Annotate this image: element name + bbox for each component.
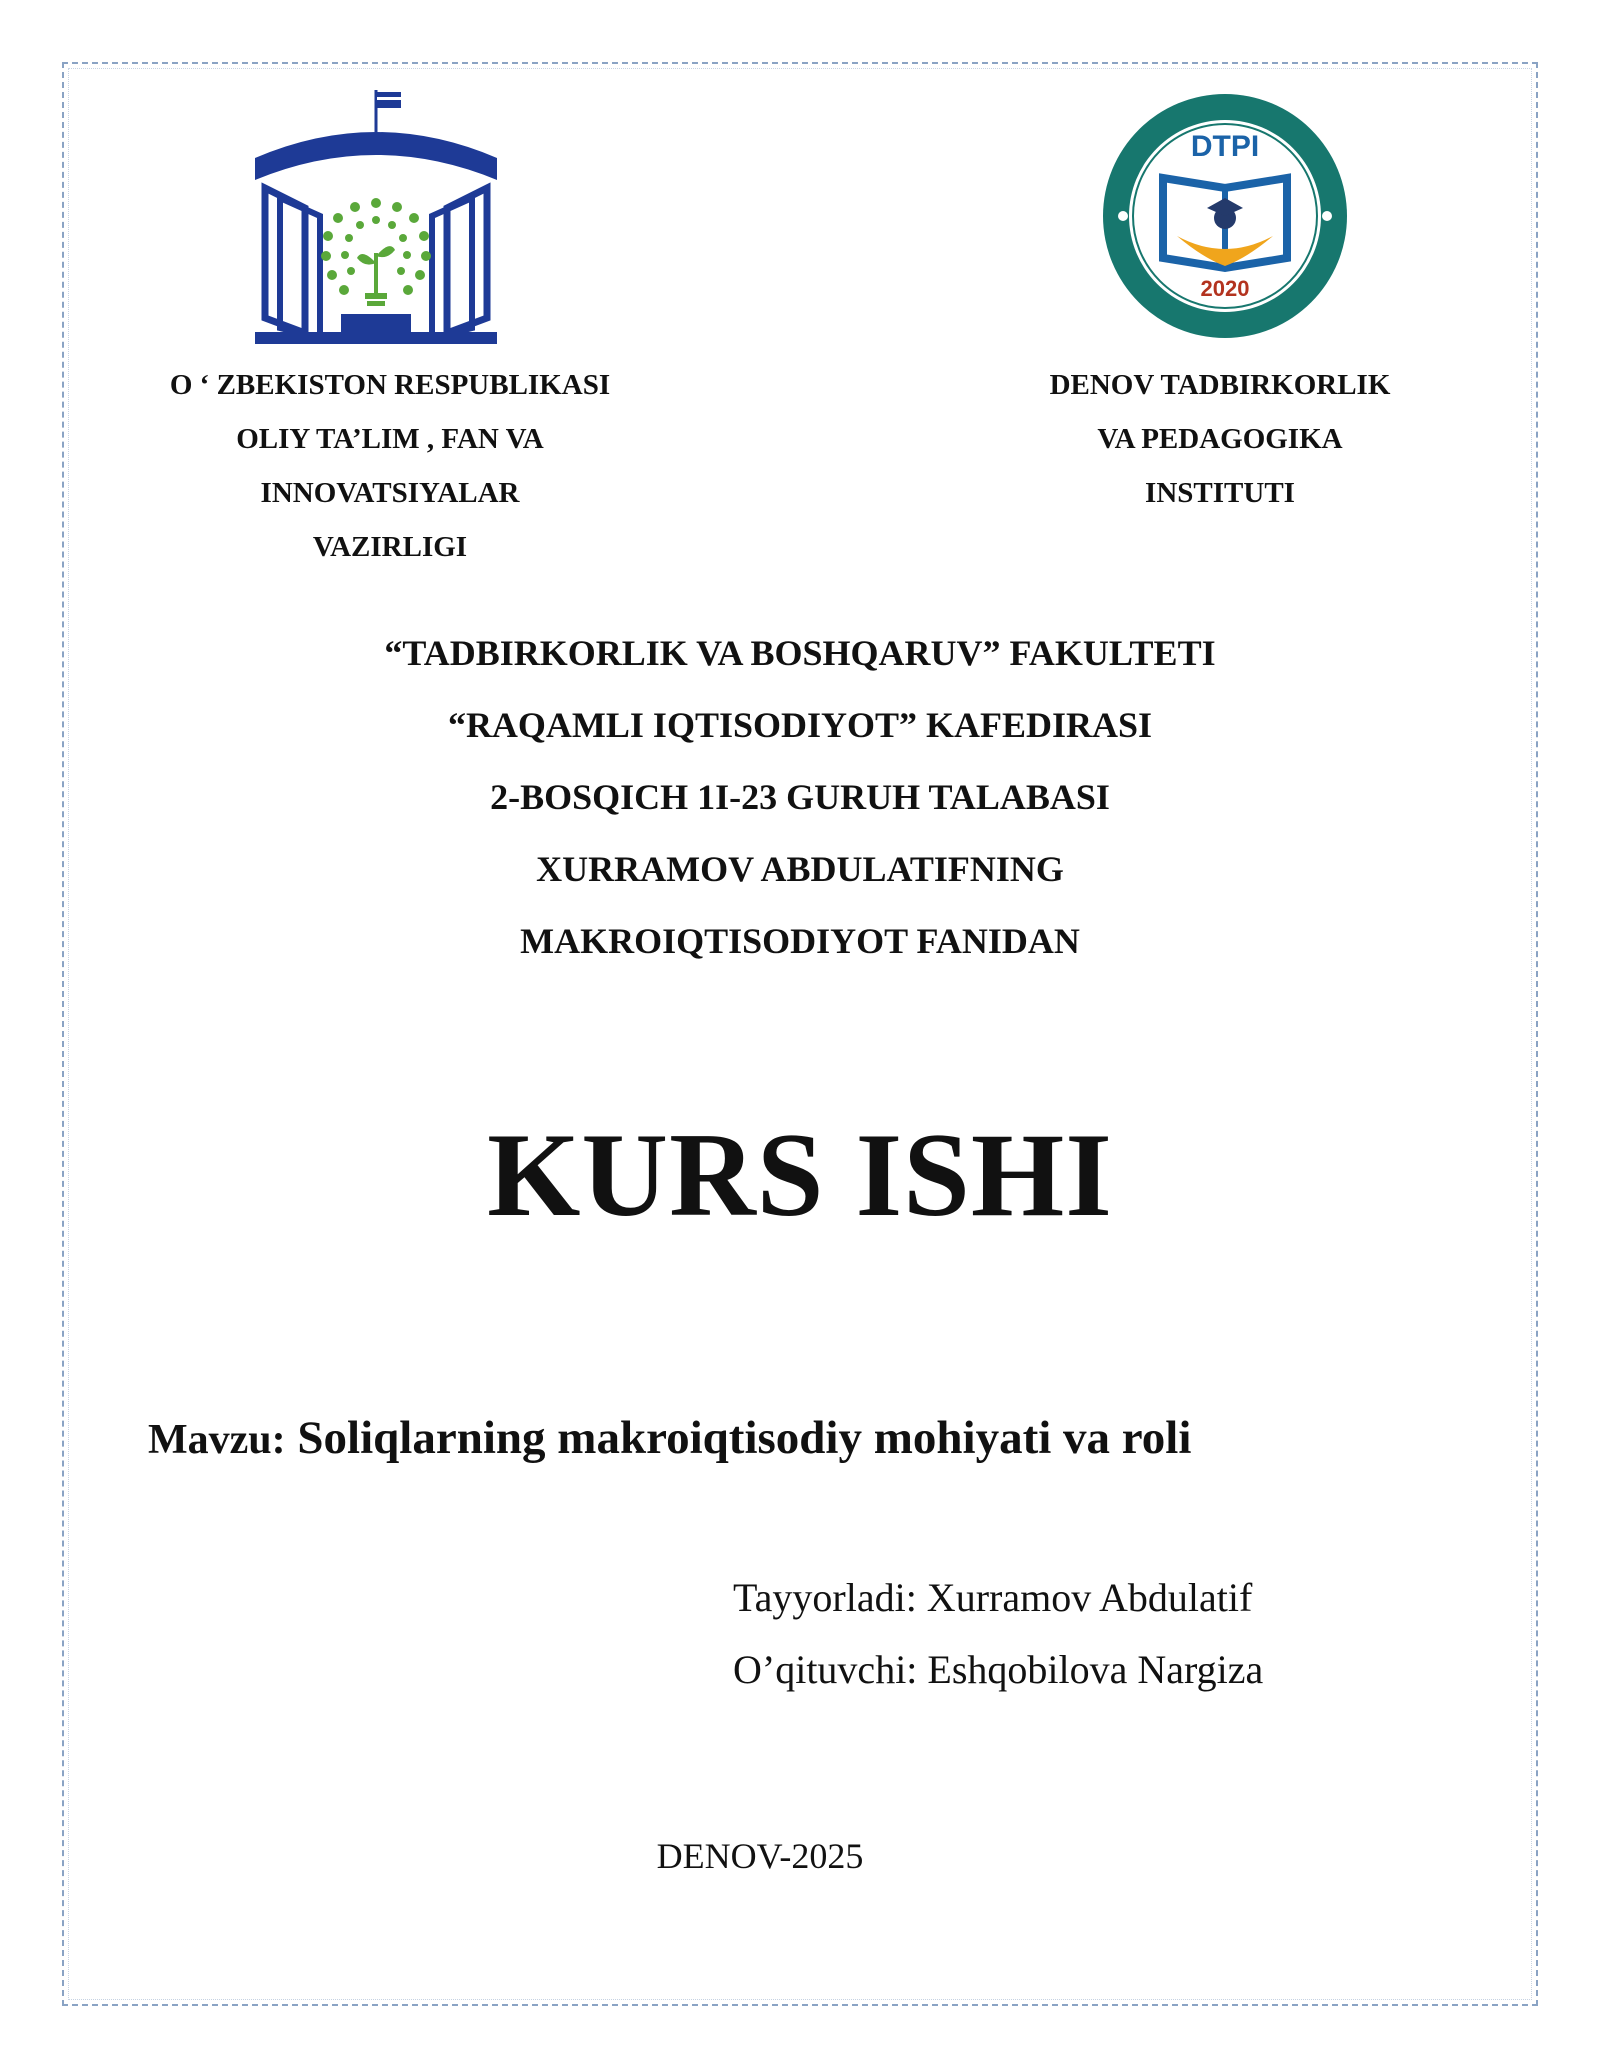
institute-name <box>980 358 1460 520</box>
prepared-by: Tayyorladi: Xurramov Abdulatif <box>733 1575 1253 1620</box>
institute-name-line: VA PEDAGOGIKA <box>1097 423 1343 455</box>
ministry-name-line: INNOVATSIYALAR <box>260 477 520 509</box>
topic-text: Soliqlarning makroiqtisodiy mohiyati va roli <box>297 1412 1192 1464</box>
institute-seal-logo <box>1085 90 1365 342</box>
topic-label: Mavzu: <box>148 1417 286 1463</box>
seal-abbr: DTPI <box>1190 130 1260 163</box>
authors-block <box>733 1562 1263 1706</box>
institute-name-line: INSTITUTI <box>1145 477 1295 509</box>
document-title: KURS ISHI <box>487 1108 1113 1241</box>
group-line: 2-BOSQICH 1I-23 GURUH TALABASI <box>490 777 1110 817</box>
faculty-block <box>160 617 1440 977</box>
subject-line: MAKROIQTISODIYOT FANIDAN <box>520 921 1080 961</box>
teacher: O’qituvchi: Eshqobilova Nargiza <box>733 1647 1264 1692</box>
faculty-line: “TADBIRKORLIK VA BOSHQARUV” FAKULTETI <box>384 633 1216 673</box>
ministry-name-line: VAZIRLIGI <box>312 531 468 563</box>
ministry-name-line: OLIY TA’LIM , FAN VA <box>236 423 544 455</box>
ministry-emblem-logo <box>245 88 507 350</box>
ministry-name-line: O ‘ ZBEKISTON RESPUBLIKASI <box>169 369 611 401</box>
city-year: DENOV-2025 <box>656 1836 864 1876</box>
institute-name-line: DENOV TADBIRKORLIK <box>1049 369 1391 401</box>
topic <box>148 1408 1191 1470</box>
student-line: XURRAMOV ABDULATIFNING <box>536 849 1064 889</box>
institute-seal-icon <box>1085 90 1365 342</box>
seal-year: 2020 <box>1200 276 1250 301</box>
ministry-name <box>130 358 650 574</box>
department-line: “RAQAMLI IQTISODIYOT” KAFEDIRASI <box>447 705 1153 745</box>
ministry-emblem-icon <box>245 88 507 350</box>
